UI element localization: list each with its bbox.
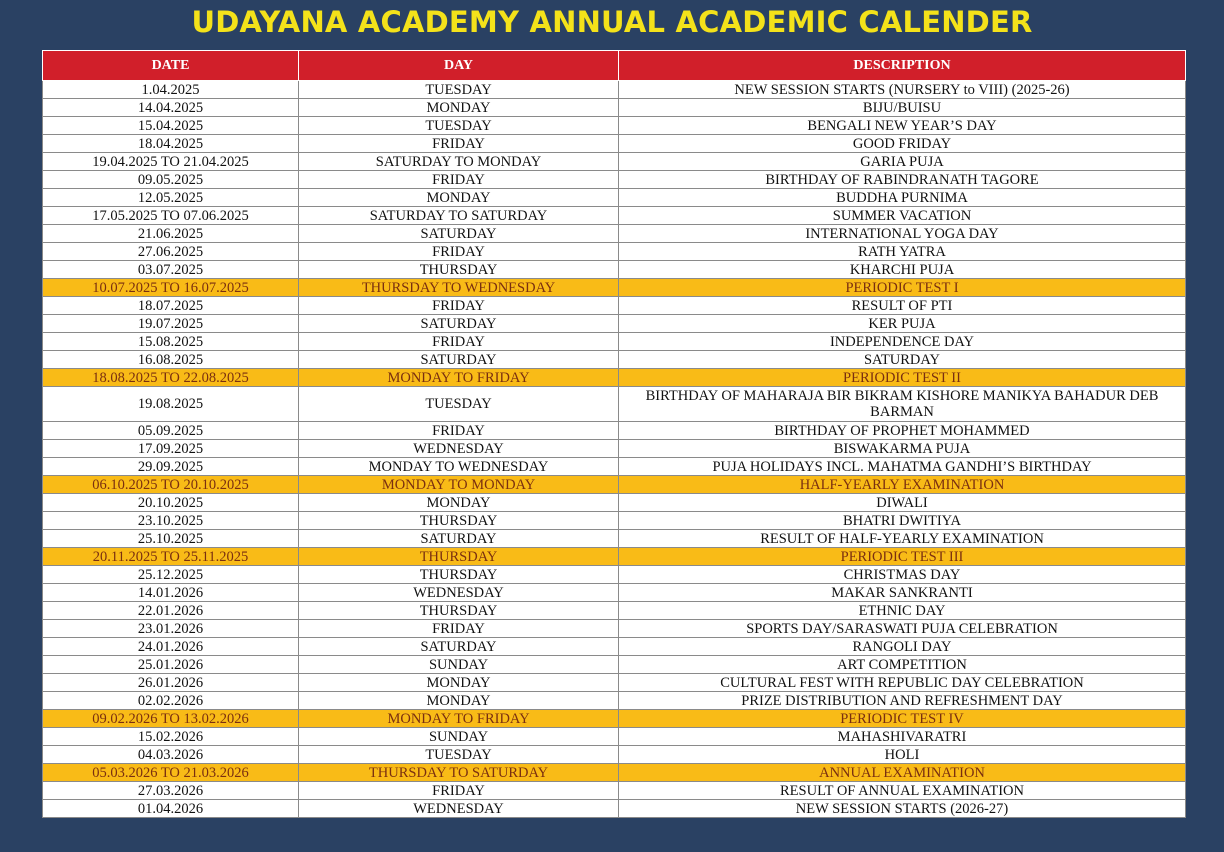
date-cell: 15.02.2026 [43, 728, 299, 746]
description-cell: NEW SESSION STARTS (NURSERY to VIII) (2025-26) [619, 81, 1186, 99]
date-cell: 17.09.2025 [43, 440, 299, 458]
day-cell: MONDAY TO WEDNESDAY [299, 458, 619, 476]
table-row [43, 99, 1186, 117]
table-header [43, 51, 1186, 81]
header-row [43, 51, 1186, 81]
date-cell: 14.04.2025 [43, 99, 299, 117]
date-cell: 26.01.2026 [43, 674, 299, 692]
day-cell: FRIDAY [299, 135, 619, 153]
table-row-highlighted [43, 279, 1186, 297]
description-cell: INTERNATIONAL YOGA DAY [619, 225, 1186, 243]
column-header-description: DESCRIPTION [619, 51, 1186, 81]
description-cell: SATURDAY [619, 351, 1186, 369]
description-cell: PUJA HOLIDAYS INCL. MAHATMA GANDHI’S BIRTHDAY [619, 458, 1186, 476]
day-cell: WEDNESDAY [299, 440, 619, 458]
day-cell: MONDAY [299, 99, 619, 117]
table-row [43, 512, 1186, 530]
table-row [43, 171, 1186, 189]
description-cell: ETHNIC DAY [619, 602, 1186, 620]
description-cell: SPORTS DAY/SARASWATI PUJA CELEBRATION [619, 620, 1186, 638]
description-cell: GARIA PUJA [619, 153, 1186, 171]
table-row [43, 351, 1186, 369]
description-cell: DIWALI [619, 494, 1186, 512]
date-cell: 25.10.2025 [43, 530, 299, 548]
day-cell: TUESDAY [299, 746, 619, 764]
page-title: UDAYANA ACADEMY ANNUAL ACADEMIC CALENDER [191, 5, 1033, 39]
table-row-highlighted [43, 764, 1186, 782]
description-cell: BIRTHDAY OF PROPHET MOHAMMED [619, 422, 1186, 440]
date-cell: 23.10.2025 [43, 512, 299, 530]
day-cell: THURSDAY [299, 602, 619, 620]
day-cell: THURSDAY TO SATURDAY [299, 764, 619, 782]
date-cell: 17.05.2025 TO 07.06.2025 [43, 207, 299, 225]
description-cell: GOOD FRIDAY [619, 135, 1186, 153]
description-cell: BHATRI DWITIYA [619, 512, 1186, 530]
description-cell: NEW SESSION STARTS (2026-27) [619, 800, 1186, 818]
table-row [43, 746, 1186, 764]
column-header-date: DATE [43, 51, 299, 81]
day-cell: SATURDAY TO MONDAY [299, 153, 619, 171]
table-row [43, 261, 1186, 279]
day-cell: THURSDAY [299, 566, 619, 584]
description-cell: KHARCHI PUJA [619, 261, 1186, 279]
description-cell: MAHASHIVARATRI [619, 728, 1186, 746]
date-cell: 12.05.2025 [43, 189, 299, 207]
day-cell: SUNDAY [299, 728, 619, 746]
table-row [43, 81, 1186, 99]
date-cell: 25.12.2025 [43, 566, 299, 584]
date-cell: 24.01.2026 [43, 638, 299, 656]
day-cell: SATURDAY [299, 225, 619, 243]
description-cell: CULTURAL FEST WITH REPUBLIC DAY CELEBRATION [619, 674, 1186, 692]
day-cell: SATURDAY [299, 351, 619, 369]
description-cell: ANNUAL EXAMINATION [619, 764, 1186, 782]
description-cell: PERIODIC TEST II [619, 369, 1186, 387]
table-row [43, 728, 1186, 746]
description-cell: RESULT OF PTI [619, 297, 1186, 315]
description-cell: BISWAKARMA PUJA [619, 440, 1186, 458]
table-row [43, 782, 1186, 800]
table-row [43, 602, 1186, 620]
day-cell: MONDAY TO MONDAY [299, 476, 619, 494]
description-cell: HOLI [619, 746, 1186, 764]
table-row [43, 333, 1186, 351]
description-cell: ART COMPETITION [619, 656, 1186, 674]
date-cell: 1.04.2025 [43, 81, 299, 99]
date-cell: 14.01.2026 [43, 584, 299, 602]
table-row [43, 315, 1186, 333]
description-cell: BIJU/BUISU [619, 99, 1186, 117]
day-cell: MONDAY [299, 692, 619, 710]
date-cell: 06.10.2025 TO 20.10.2025 [43, 476, 299, 494]
description-cell: MAKAR SANKRANTI [619, 584, 1186, 602]
description-cell: INDEPENDENCE DAY [619, 333, 1186, 351]
description-cell: RESULT OF HALF-YEARLY EXAMINATION [619, 530, 1186, 548]
table-row-highlighted [43, 710, 1186, 728]
day-cell: MONDAY [299, 494, 619, 512]
date-cell: 10.07.2025 TO 16.07.2025 [43, 279, 299, 297]
table-row [43, 117, 1186, 135]
day-cell: MONDAY TO FRIDAY [299, 369, 619, 387]
table-row [43, 674, 1186, 692]
table-row [43, 243, 1186, 261]
day-cell: FRIDAY [299, 782, 619, 800]
description-cell: CHRISTMAS DAY [619, 566, 1186, 584]
table-row [43, 584, 1186, 602]
date-cell: 19.07.2025 [43, 315, 299, 333]
date-cell: 03.07.2025 [43, 261, 299, 279]
date-cell: 15.08.2025 [43, 333, 299, 351]
table-row [43, 225, 1186, 243]
table-body [43, 81, 1186, 818]
day-cell: THURSDAY [299, 261, 619, 279]
calendar-table [42, 50, 1186, 818]
date-cell: 05.03.2026 TO 21.03.2026 [43, 764, 299, 782]
table-row-highlighted [43, 369, 1186, 387]
date-cell: 02.02.2026 [43, 692, 299, 710]
day-cell: MONDAY [299, 674, 619, 692]
day-cell: SATURDAY [299, 638, 619, 656]
date-cell: 18.07.2025 [43, 297, 299, 315]
date-cell: 19.08.2025 [43, 387, 299, 422]
table-row [43, 800, 1186, 818]
day-cell: TUESDAY [299, 387, 619, 422]
date-cell: 16.08.2025 [43, 351, 299, 369]
day-cell: FRIDAY [299, 422, 619, 440]
date-cell: 19.04.2025 TO 21.04.2025 [43, 153, 299, 171]
table-row [43, 297, 1186, 315]
day-cell: FRIDAY [299, 243, 619, 261]
date-cell: 20.11.2025 TO 25.11.2025 [43, 548, 299, 566]
table-row [43, 440, 1186, 458]
date-cell: 18.04.2025 [43, 135, 299, 153]
table-row [43, 207, 1186, 225]
table-row [43, 566, 1186, 584]
date-cell: 21.06.2025 [43, 225, 299, 243]
table-row-highlighted [43, 476, 1186, 494]
description-cell: RANGOLI DAY [619, 638, 1186, 656]
day-cell: THURSDAY [299, 512, 619, 530]
day-cell: MONDAY [299, 189, 619, 207]
day-cell: MONDAY TO FRIDAY [299, 710, 619, 728]
date-cell: 22.01.2026 [43, 602, 299, 620]
description-cell: RESULT OF ANNUAL EXAMINATION [619, 782, 1186, 800]
table-row [43, 422, 1186, 440]
day-cell: WEDNESDAY [299, 800, 619, 818]
date-cell: 09.05.2025 [43, 171, 299, 189]
table-row [43, 135, 1186, 153]
date-cell: 27.03.2026 [43, 782, 299, 800]
description-cell: SUMMER VACATION [619, 207, 1186, 225]
column-header-day: DAY [299, 51, 619, 81]
description-cell: PERIODIC TEST IV [619, 710, 1186, 728]
table-row [43, 638, 1186, 656]
table-row [43, 692, 1186, 710]
description-cell: BUDDHA PURNIMA [619, 189, 1186, 207]
day-cell: FRIDAY [299, 297, 619, 315]
day-cell: THURSDAY [299, 548, 619, 566]
day-cell: FRIDAY [299, 333, 619, 351]
day-cell: THURSDAY TO WEDNESDAY [299, 279, 619, 297]
date-cell: 23.01.2026 [43, 620, 299, 638]
date-cell: 18.08.2025 TO 22.08.2025 [43, 369, 299, 387]
day-cell: SATURDAY [299, 315, 619, 333]
date-cell: 27.06.2025 [43, 243, 299, 261]
table-row [43, 189, 1186, 207]
day-cell: SATURDAY TO SATURDAY [299, 207, 619, 225]
table-row-highlighted [43, 548, 1186, 566]
description-cell: PERIODIC TEST I [619, 279, 1186, 297]
date-cell: 09.02.2026 TO 13.02.2026 [43, 710, 299, 728]
day-cell: FRIDAY [299, 620, 619, 638]
date-cell: 05.09.2025 [43, 422, 299, 440]
date-cell: 15.04.2025 [43, 117, 299, 135]
table-row [43, 494, 1186, 512]
table-row [43, 458, 1186, 476]
description-cell: BIRTHDAY OF RABINDRANATH TAGORE [619, 171, 1186, 189]
table-row [43, 530, 1186, 548]
table-row [43, 387, 1186, 422]
table-row [43, 620, 1186, 638]
day-cell: SATURDAY [299, 530, 619, 548]
date-cell: 25.01.2026 [43, 656, 299, 674]
day-cell: FRIDAY [299, 171, 619, 189]
description-cell: BENGALI NEW YEAR’S DAY [619, 117, 1186, 135]
date-cell: 01.04.2026 [43, 800, 299, 818]
table-row [43, 153, 1186, 171]
date-cell: 29.09.2025 [43, 458, 299, 476]
date-cell: 20.10.2025 [43, 494, 299, 512]
day-cell: SUNDAY [299, 656, 619, 674]
description-cell: BIRTHDAY OF MAHARAJA BIR BIKRAM KISHORE MANIKYA BAHADUR DEB BARMAN [619, 387, 1186, 422]
description-cell: PRIZE DISTRIBUTION AND REFRESHMENT DAY [619, 692, 1186, 710]
description-cell: HALF-YEARLY EXAMINATION [619, 476, 1186, 494]
day-cell: TUESDAY [299, 117, 619, 135]
day-cell: TUESDAY [299, 81, 619, 99]
description-cell: RATH YATRA [619, 243, 1186, 261]
table-row [43, 656, 1186, 674]
description-cell: PERIODIC TEST III [619, 548, 1186, 566]
day-cell: WEDNESDAY [299, 584, 619, 602]
date-cell: 04.03.2026 [43, 746, 299, 764]
description-cell: KER PUJA [619, 315, 1186, 333]
